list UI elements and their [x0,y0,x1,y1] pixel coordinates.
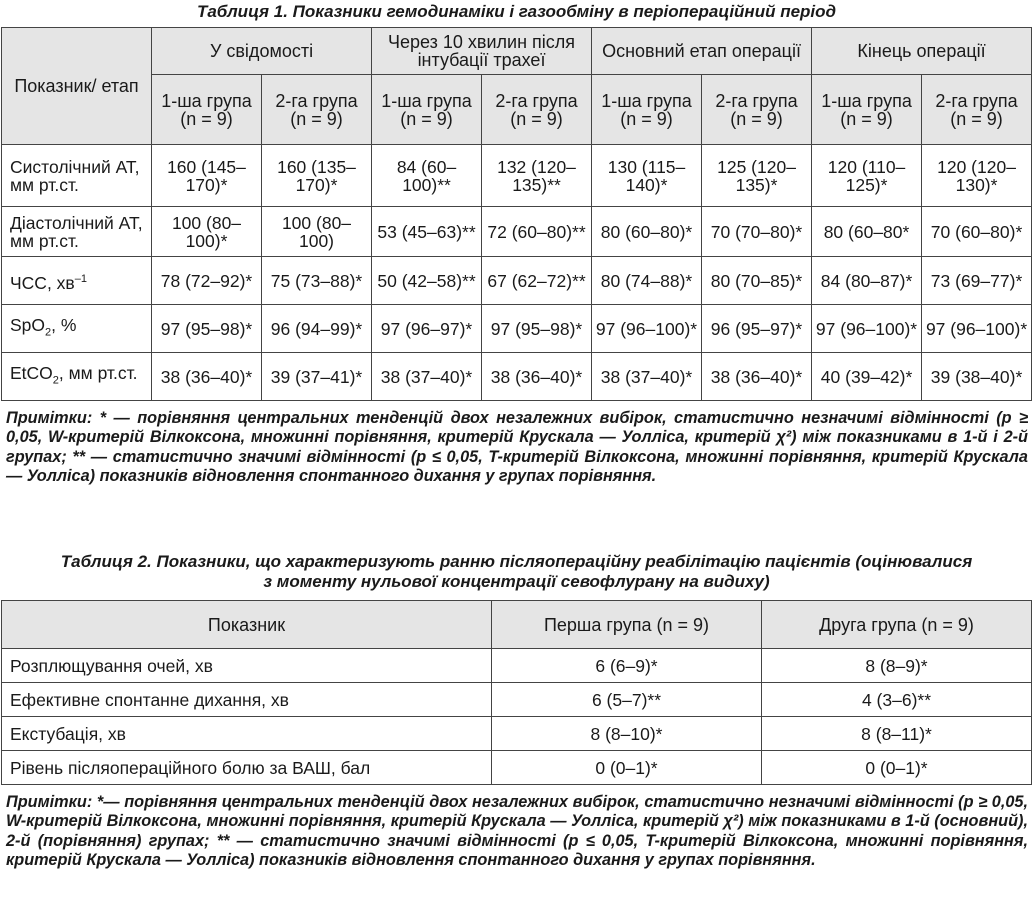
table1-caption: Таблиця 1. Показники гемодинаміки і газообміну в періопераційний період [196,2,837,21]
table-cell: 125 (120–135)* [702,145,812,207]
table-cell: 8 (8–9)* [762,649,1032,683]
row-label-text: SpO [10,314,46,335]
rehabilitation-table [1,600,1032,785]
table-row [2,751,1032,785]
table1-footnote: Примітки: * — порівняння центральних тенденцій двох незалежних вибірок, статистично незначимі відмінності (p ≥ 0,05, W-критерій Вілкоксона, множинні порівняння, критерій Крускала — Уолліса, критерій χ²) між показниками в 1-й і 2-й групах; ** — статистично значимі відмінності (p ≤ 0,05, T-критерій Вілкоксона, множинні порівняння, критерій Крускала — Уолліса) показників відновлення спонтанного дихання у групах порівняння. [6,409,1028,486]
table-cell: 80 (60–80)* [592,207,702,257]
table-cell: 120 (120–130)* [922,145,1032,207]
table-cell: 84 (60–100)** [372,145,482,207]
table-cell: 8 (8–11)* [762,717,1032,751]
table-row [2,683,1032,717]
table-cell: 0 (0–1)* [492,751,762,785]
table-cell: 97 (96–100)* [922,305,1032,353]
table-cell: 39 (37–41)* [262,353,372,401]
table-cell: 38 (37–40)* [592,353,702,401]
table-cell: 84 (80–87)* [812,257,922,305]
table-cell: 130 (115–140)* [592,145,702,207]
table-cell: 80 (60–80* [812,207,922,257]
table-cell: 120 (110–125)* [812,145,922,207]
table-row [2,207,1032,257]
row-label: Ефективне спонтанне дихання, хв [2,683,492,717]
table-cell: 75 (73–88)* [262,257,372,305]
row-label-text: , мм рт.ст. [58,362,138,383]
hemodynamics-table [1,27,1032,401]
row-label-text: ЧСС, хв [10,272,75,293]
group-header: 2-га група (n = 9) [702,75,812,145]
table-cell: 96 (95–97)* [702,305,812,353]
stage-header-row [2,28,1032,75]
table2-caption-line: Таблиця 2. Показники, що характеризують ранню післяопераційну реабілітацію пацієнтів (оцінювалися [60,552,973,571]
table-cell: 38 (37–40)* [372,353,482,401]
group-header: 1-ша група (n = 9) [592,75,702,145]
table-row [2,305,1032,353]
row-label [2,305,152,353]
table-row [2,717,1032,751]
table-row [2,353,1032,401]
group-header: 2-га група (n = 9) [262,75,372,145]
row-label: Розплющування очей, хв [2,649,492,683]
table2-caption-line: з моменту нульової концентрації севофлурану на видиху) [263,572,770,591]
table-cell: 40 (39–42)* [812,353,922,401]
row-label [2,257,152,305]
group-header: 2-га група (n = 9) [922,75,1032,145]
group-header: 1-ша група (n = 9) [152,75,262,145]
stage-header: Основний етап операції [592,28,812,75]
stage-header: Кінець операції [812,28,1032,75]
row-label: Рівень післяопераційного болю за ВАШ, бал [2,751,492,785]
row-label-subscript: 2 [52,374,59,387]
group-header: 2-га група (n = 9) [482,75,592,145]
table-cell: 97 (95–98)* [482,305,592,353]
table-cell: 73 (69–77)* [922,257,1032,305]
table-cell: 97 (96–100)* [592,305,702,353]
table-cell: 70 (70–80)* [702,207,812,257]
table-cell: 0 (0–1)* [762,751,1032,785]
table-cell: 97 (96–97)* [372,305,482,353]
stage-header: Через 10 хвилин після інтубації трахеї [372,28,592,75]
table-cell: 97 (96–100)* [812,305,922,353]
table-cell: 38 (36–40)* [152,353,262,401]
row-label: Екстубація, хв [2,717,492,751]
stage-header: У свідомості [152,28,372,75]
row-label: Систолічний АТ, мм рт.ст. [2,145,152,207]
table-cell: 6 (6–9)* [492,649,762,683]
table-row [2,257,1032,305]
table-cell: 38 (36–40)* [482,353,592,401]
column-header: Друга група (n = 9) [762,601,1032,649]
row-label-subscript: 2 [45,326,52,339]
column-header: Перша група (n = 9) [492,601,762,649]
table-cell: 80 (70–85)* [702,257,812,305]
row-label: Діастолічний АТ, мм рт.ст. [2,207,152,257]
column-header: Показник [2,601,492,649]
table-cell: 132 (120–135)** [482,145,592,207]
group-header: 1-ша група (n = 9) [812,75,922,145]
table-cell: 8 (8–10)* [492,717,762,751]
row-label-superscript: –1 [74,272,87,285]
table-cell: 38 (36–40)* [702,353,812,401]
table-cell: 100 (80–100) [262,207,372,257]
row-label-text: EtCO [10,362,53,383]
table-row [2,145,1032,207]
table-cell: 4 (3–6)** [762,683,1032,717]
corner-header: Показник/ етап [2,28,152,145]
group-header: 1-ша група (n = 9) [372,75,482,145]
table2-header-row [2,601,1032,649]
table-cell: 78 (72–92)* [152,257,262,305]
table-row [2,649,1032,683]
table-cell: 70 (60–80)* [922,207,1032,257]
table2-caption [0,552,1033,592]
row-label [2,353,152,401]
table-cell: 97 (95–98)* [152,305,262,353]
table-cell: 53 (45–63)** [372,207,482,257]
table-cell: 39 (38–40)* [922,353,1032,401]
row-label-text: , % [51,314,77,335]
table-cell: 160 (135–170)* [262,145,372,207]
table-cell: 72 (60–80)** [482,207,592,257]
table-cell: 160 (145–170)* [152,145,262,207]
table-cell: 100 (80–100)* [152,207,262,257]
group-header-row [2,75,1032,145]
table-cell: 80 (74–88)* [592,257,702,305]
table2-footnote: Примітки: *— порівняння центральних тенденцій двох незалежних вибірок, статистично незначимі відмінності (p ≥ 0,05, W-критерій Вілкоксона, множинні порівняння, критерій Крускала — Уолліса, критерій χ²) між показниками в 1-й (основний), 2-й (порівняння) групах; ** — статистично значимі відмінності (p ≤ 0,05, T-критерій Вілкоксона, множинні порівняння, критерій Крускала — Уолліса) показників відновлення спонтанного дихання у групах порівняння. [6,793,1028,870]
table-cell: 50 (42–58)** [372,257,482,305]
table-cell: 6 (5–7)** [492,683,762,717]
table-cell: 96 (94–99)* [262,305,372,353]
table-cell: 67 (62–72)** [482,257,592,305]
